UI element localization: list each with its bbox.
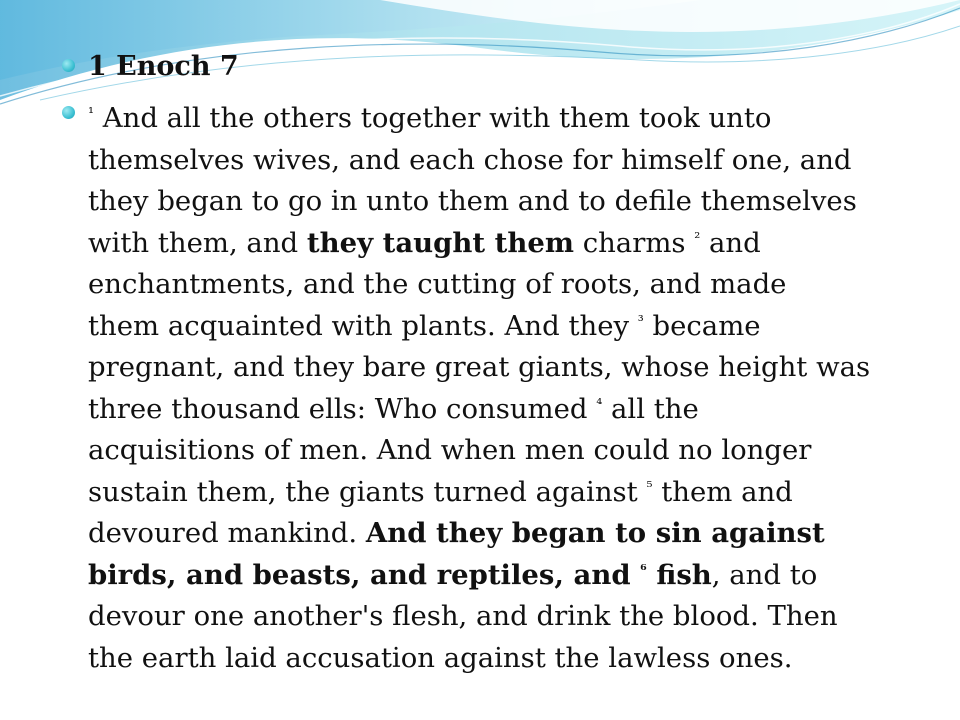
- text-line: [88, 98, 938, 140]
- text-segment: became: [643, 309, 761, 342]
- text-line: [88, 638, 938, 680]
- title-bullet: [58, 50, 938, 84]
- text-line: [88, 306, 938, 348]
- text-segment: and: [700, 226, 761, 259]
- text-line: [88, 513, 938, 555]
- text-segment: pregnant, and they bare great giants, whose height was: [88, 351, 871, 383]
- text-line: [88, 430, 938, 472]
- text-segment: , and to: [711, 558, 818, 591]
- bold-text: birds, and beasts, and reptiles, and: [88, 558, 641, 591]
- verse-number: ⁵: [646, 477, 653, 496]
- scripture-text: [88, 98, 938, 679]
- text-segment: all the: [602, 392, 699, 425]
- text-line: [88, 472, 938, 514]
- text-segment: devoured mankind.: [88, 517, 366, 549]
- bold-text: And they began to sin against: [365, 517, 825, 549]
- text-segment: them and: [652, 475, 793, 508]
- text-line: [88, 555, 938, 597]
- verse-number: ⁶: [640, 560, 647, 579]
- text-segment: charms: [573, 226, 695, 259]
- slide-title: 1 Enoch 7: [88, 51, 239, 82]
- text-segment: sustain them, the giants turned against: [88, 475, 647, 508]
- body-bullet: [58, 98, 938, 679]
- text-segment: enchantments, and the cutting of roots, and made: [88, 268, 787, 300]
- text-line: [88, 596, 938, 638]
- text-segment: And all the others together with them took unto: [94, 102, 772, 134]
- text-line: [88, 181, 938, 223]
- bullet-dot-icon: [62, 59, 75, 72]
- text-line: [88, 264, 938, 306]
- text-segment: acquisitions of men. And when men could no longer: [88, 434, 812, 466]
- verse-number: ³: [637, 311, 644, 330]
- text-line: [88, 389, 938, 431]
- text-line: [88, 347, 938, 389]
- text-segment: themselves wives, and each chose for himself one, and: [88, 143, 852, 176]
- bold-text: they taught them: [306, 226, 574, 259]
- text-segment: with them, and: [88, 226, 307, 259]
- verse-number: ⁴: [596, 394, 603, 413]
- text-segment: devour one another's flesh, and drink the blood. Then: [88, 600, 838, 632]
- text-segment: them acquainted with plants. And they: [88, 309, 638, 342]
- slide-content: [58, 50, 938, 679]
- verse-number: ¹: [88, 104, 95, 122]
- text-segment: three thousand ells: Who consumed: [88, 392, 597, 425]
- text-segment: the earth laid accusation against the lawless ones.: [88, 641, 793, 674]
- bullet-dot-icon: [62, 106, 75, 119]
- bold-text: fish: [646, 558, 712, 591]
- text-line: [88, 140, 938, 182]
- verse-number: ²: [694, 228, 701, 247]
- text-line: [88, 223, 938, 265]
- text-segment: they began to go in unto them and to defile themselves: [88, 185, 857, 217]
